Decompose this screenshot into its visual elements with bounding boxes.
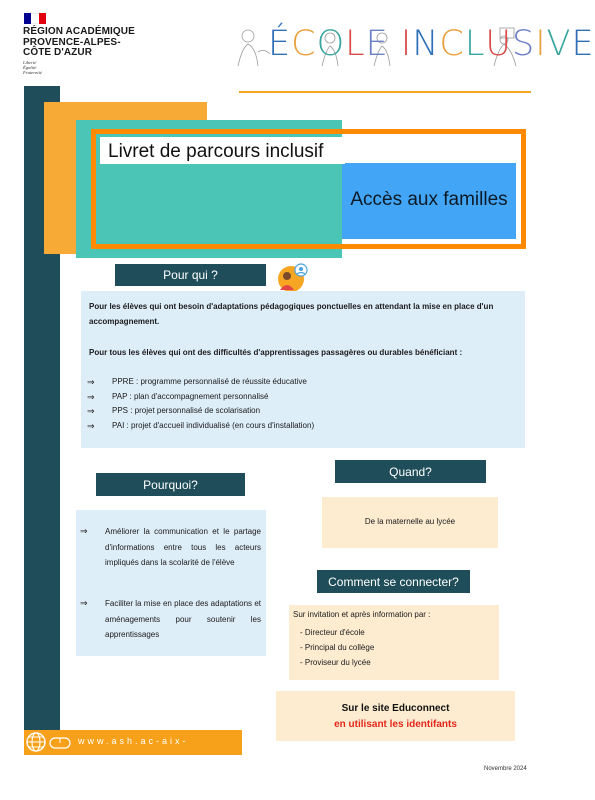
banner-letter: C [439, 24, 465, 64]
pour-qui-paragraph: Pour les élèves qui ont besoin d'adaptations pédagogiques ponctuelles en attendant la mise en place d'un accompagnement. [89, 302, 494, 326]
list-item: - Directeur d'école [300, 628, 365, 637]
section-label-pour-qui: Pour qui ? [115, 264, 266, 286]
arrow-icon: ⇒ [87, 391, 95, 402]
educonnect-box [276, 691, 515, 741]
banner-letter: I [535, 24, 547, 64]
pour-qui-box [81, 291, 525, 448]
banner-letter: E [365, 24, 389, 64]
banner-letter [389, 24, 401, 64]
section-label-quand: Quand? [335, 460, 486, 483]
arrow-icon: ⇒ [87, 406, 95, 417]
list-item: ⇒ PAP : plan d'accompagnement personnalisé [87, 390, 314, 405]
arrow-icon: ⇒ [80, 526, 88, 536]
section-label-pourquoi: Pourquoi? [96, 473, 245, 496]
banner-letter: L [345, 24, 366, 64]
pour-qui-paragraph: Pour tous les élèves qui ont des difficultés d'apprentissages passagères ou durables bénéficiant : [89, 348, 463, 357]
banner-letter: L [464, 24, 486, 64]
publication-date: Novembre 2024 [484, 766, 527, 772]
page-title: Livret de parcours inclusif [108, 141, 324, 162]
banner-letter: I [400, 24, 413, 64]
banner-title [268, 24, 595, 64]
region-line: RÉGION ACADÉMIQUE [23, 26, 135, 37]
banner-underline [239, 91, 531, 93]
connexion-box [289, 605, 499, 680]
banner-letter: S [512, 24, 536, 64]
list-item: - Principal du collège [300, 643, 375, 653]
banner-letter: C [291, 24, 317, 64]
globe-icon [25, 731, 47, 753]
arrow-icon: ⇒ [80, 598, 88, 608]
banner-letter: N [412, 24, 440, 64]
region-name [23, 27, 135, 59]
list-item: ⇒ Améliorer la communication et le partage d'informations entre tous les acteurs impliqués dans la scolarité de l'élève [80, 524, 261, 571]
list-item: ⇒ PPS : projet personnalisé de scolarisation [87, 404, 314, 419]
footer-url-link[interactable]: www.ash.ac-aix- [78, 736, 189, 746]
pourquoi-box [76, 510, 266, 656]
banner-letter: U [485, 24, 512, 64]
list-item: ⇒ PAI : projet d'accueil individualisé (en cours d'installation) [87, 419, 314, 434]
motto-line: Égalité [23, 65, 37, 71]
region-line: PROVENCE-ALPES- [23, 36, 121, 48]
banner-letter: V [546, 24, 572, 64]
banner-letter: O [316, 24, 346, 64]
region-line: CÔTE D'AZUR [23, 47, 93, 58]
connexion-intro: Sur invitation et après information par : [293, 610, 431, 619]
motto-line: Liberté [23, 60, 37, 65]
page-subtitle: Accès aux familles [350, 189, 508, 210]
republic-motto [23, 60, 42, 76]
list-item: ⇒ PPRE : programme personnalisé de réussite éducative [87, 375, 314, 390]
section-label-connexion: Comment se connecter? [317, 570, 470, 593]
educonnect-line: Sur le site Educonnect [341, 703, 450, 714]
educonnect-line: en utilisant les identifants [334, 719, 457, 730]
arrow-icon: ⇒ [87, 421, 95, 432]
banner-letter: É [268, 24, 292, 64]
mouse-icon [49, 736, 71, 750]
support-plan-list [87, 375, 314, 434]
motto-line: Fraternité [23, 70, 42, 76]
republic-flag-icon [24, 13, 46, 24]
list-item: ⇒ Faciliter la mise en place des adaptations et aménagements pour soutenir les apprentissages [80, 596, 261, 643]
list-item: - Proviseur du lycée [300, 658, 371, 668]
arrow-icon: ⇒ [87, 377, 95, 387]
quand-box [322, 497, 498, 548]
banner-letter: E [571, 24, 595, 64]
contact-list [300, 625, 374, 671]
quand-text: De la maternelle au lycée [364, 517, 456, 526]
